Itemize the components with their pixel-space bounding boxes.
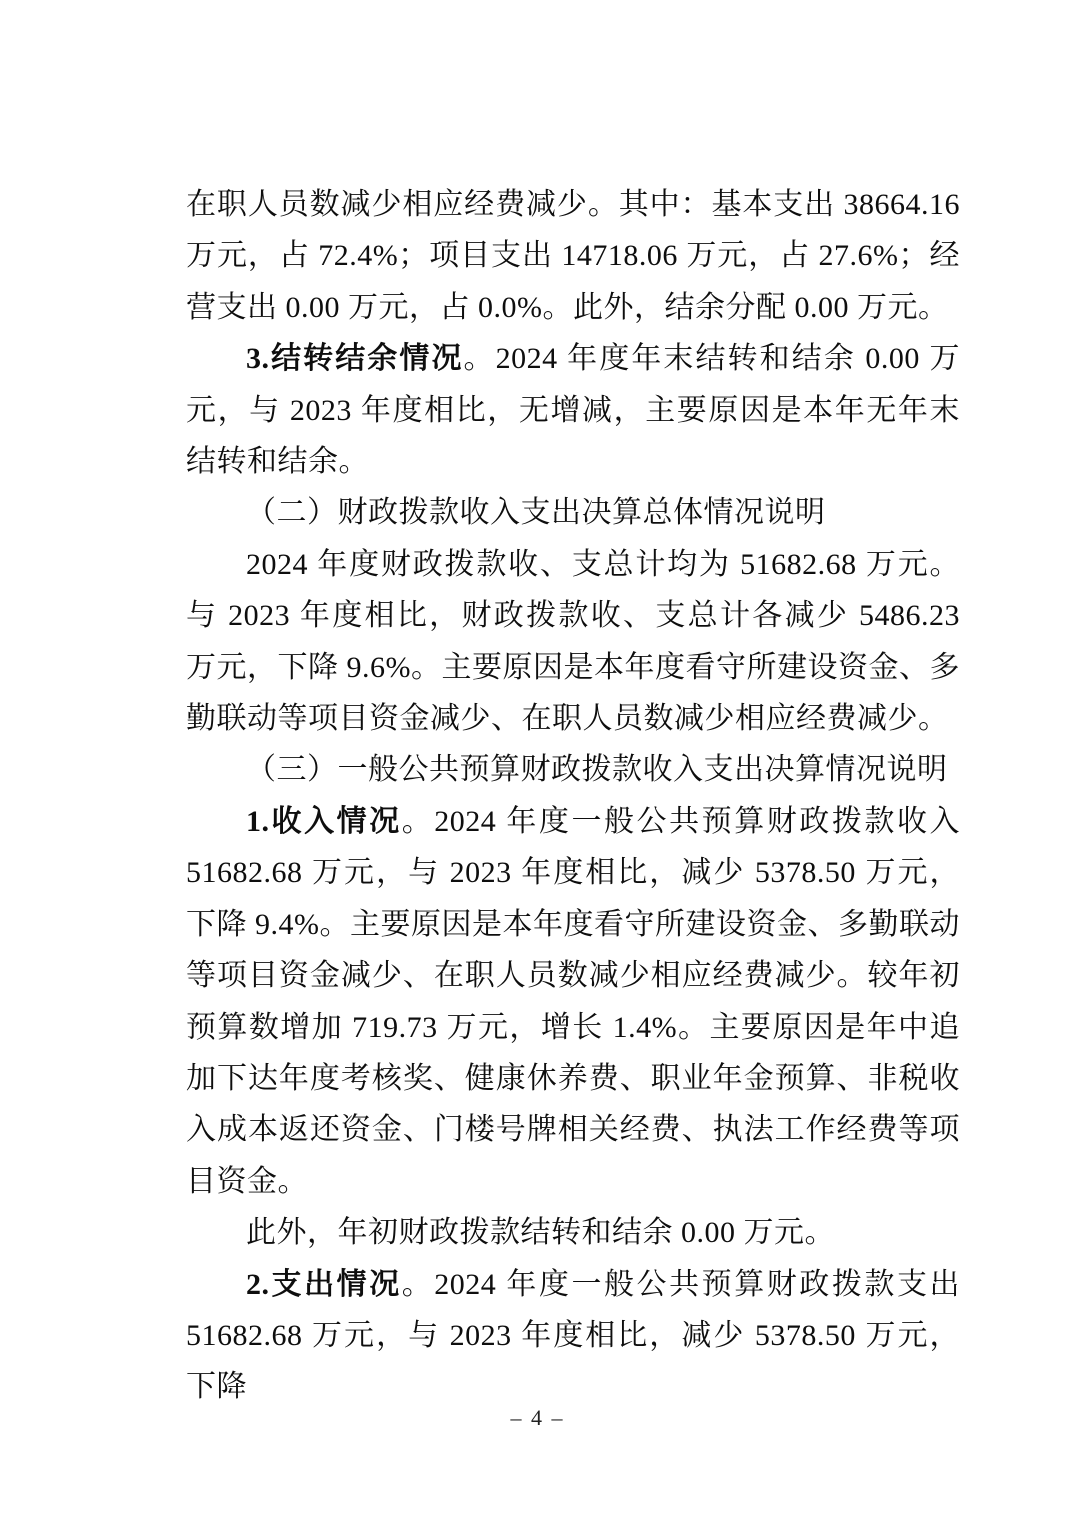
paragraph-carryover-balance xyxy=(186,333,960,487)
paragraph-expenditure-breakdown xyxy=(186,179,960,333)
page-footer xyxy=(0,1402,1075,1434)
paragraph-text: 此外，年初财政拨款结转和结余 0.00 万元。 xyxy=(246,1216,835,1250)
paragraph-fiscal-appropriation-total xyxy=(186,539,960,745)
run-in-heading-carryover: 3.结转结余情况 xyxy=(246,342,464,376)
page-number: – 4 – xyxy=(510,1405,565,1430)
paragraph-beginning-year-balance xyxy=(186,1207,960,1258)
paragraph-revenue-situation xyxy=(186,796,960,1207)
section-heading-fiscal-appropriation xyxy=(186,487,960,538)
heading-text: （三）一般公共预算财政拨款收入支出决算情况说明 xyxy=(246,753,948,787)
section-heading-general-public-budget xyxy=(186,744,960,795)
run-in-heading-revenue: 1.收入情况 xyxy=(246,804,402,838)
paragraph-text: 。2024 年度一般公共预算财政拨款支出 51682.68 万元，与 2023 年度相比，减少 5378.50 万元，下降 xyxy=(186,1267,960,1404)
paragraph-text: 。2024 年度一般公共预算财政拨款收入 51682.68 万元，与 2023 年度相比，减少 5378.50 万元，下降 9.4%。主要原因是本年度看守所建设资金、多勤联动等项目资金减少、在职人员数减少相应经费减少。较年初预算数增加 719.73 万元，增长 1.4%。主要原因是年中追加下达年度考核奖、健康休养费、职业年金预算、非税收入成本返还资金、门楼号牌相关经费、执法工作经费等项目资金。 xyxy=(186,804,960,1198)
paragraph-expenditure-situation xyxy=(186,1259,960,1413)
run-in-heading-expenditure: 2.支出情况 xyxy=(246,1267,402,1301)
heading-text: （二）财政拨款收入支出决算总体情况说明 xyxy=(246,496,826,530)
paragraph-text: 2024 年度财政拨款收、支总计均为 51682.68 万元。与 2023 年度相比，财政拨款收、支总计各减少 5486.23 万元，下降 9.6%。主要原因是本年度看守所建设资金、多勤联动等项目资金减少、在职人员数减少相应经费减少。 xyxy=(186,547,960,736)
paragraph-text: 。2024 年度年末结转和结余 0.00 万元，与 2023 年度相比，无增减，主要原因是本年无年末结转和结余。 xyxy=(186,342,961,479)
page-content xyxy=(186,179,960,1413)
paragraph-text: 在职人员数减少相应经费减少。其中：基本支出 38664.16 万元，占 72.4%；项目支出 14718.06 万元，占 27.6%；经营支出 0.00 万元，占 0.0%。此外，结余分配 0.00 万元。 xyxy=(186,188,960,324)
